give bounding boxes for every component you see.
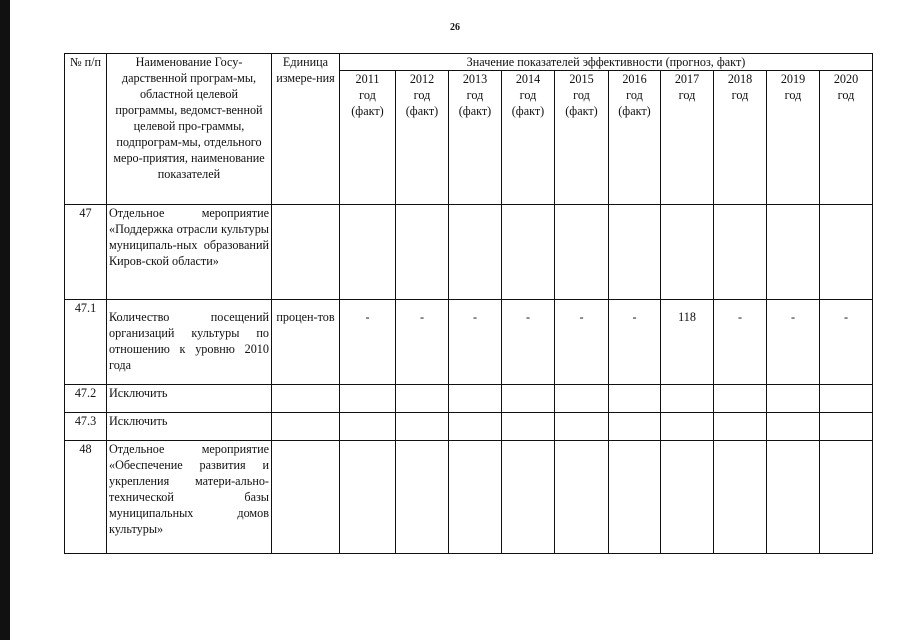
header-year-8 bbox=[767, 71, 820, 205]
row-value-2014 bbox=[502, 385, 555, 413]
header-year-6 bbox=[661, 71, 714, 205]
header-year-0 bbox=[340, 71, 396, 205]
header-year-note: год bbox=[731, 88, 749, 102]
row-value-2019: - bbox=[767, 300, 820, 385]
header-year-label: 2014 bbox=[515, 72, 541, 86]
header-year-note: год (факт) bbox=[458, 88, 492, 118]
header-row-1 bbox=[65, 54, 873, 71]
row-value-2012 bbox=[396, 413, 449, 441]
row-value-2017 bbox=[661, 441, 714, 554]
row-value-2017 bbox=[661, 413, 714, 441]
row-value-2016 bbox=[609, 385, 661, 413]
header-year-label: 2011 bbox=[355, 72, 380, 86]
row-value-2019 bbox=[767, 441, 820, 554]
row-unit bbox=[272, 441, 340, 554]
row-value-2011 bbox=[340, 413, 396, 441]
row-value-2014 bbox=[502, 205, 555, 300]
row-value-2020 bbox=[820, 205, 873, 300]
header-year-2 bbox=[449, 71, 502, 205]
row-number: 47.1 bbox=[65, 300, 107, 385]
row-unit bbox=[272, 385, 340, 413]
row-value-2017 bbox=[661, 385, 714, 413]
row-value-2012 bbox=[396, 205, 449, 300]
table-row bbox=[65, 300, 873, 385]
row-value-2011 bbox=[340, 205, 396, 300]
row-indicator-name: Количество посещений организаций культуры по отношению к уровню 2010 года bbox=[107, 300, 272, 385]
table-row bbox=[65, 441, 873, 554]
row-value-2015 bbox=[555, 205, 609, 300]
header-year-label: 2013 bbox=[462, 72, 488, 86]
row-value-2019 bbox=[767, 385, 820, 413]
row-number: 47 bbox=[65, 205, 107, 300]
row-value-2017: 118 bbox=[661, 300, 714, 385]
row-value-2019 bbox=[767, 205, 820, 300]
header-year-label: 2012 bbox=[409, 72, 435, 86]
row-value-2016 bbox=[609, 413, 661, 441]
row-value-2016 bbox=[609, 205, 661, 300]
table-body bbox=[65, 54, 873, 554]
indicators-table bbox=[64, 53, 873, 554]
header-values-title: Значение показателей эффективности (прогноз, факт) bbox=[340, 54, 873, 71]
header-year-5 bbox=[609, 71, 661, 205]
header-year-note: год (факт) bbox=[405, 88, 439, 118]
row-value-2020 bbox=[820, 441, 873, 554]
row-value-2020: - bbox=[820, 300, 873, 385]
table-row bbox=[65, 205, 873, 300]
header-year-note: год bbox=[837, 88, 855, 102]
row-value-2020 bbox=[820, 413, 873, 441]
header-year-7 bbox=[714, 71, 767, 205]
scan-edge-bar bbox=[0, 0, 10, 640]
row-value-2015 bbox=[555, 413, 609, 441]
row-value-2018: - bbox=[714, 300, 767, 385]
row-value-2013 bbox=[449, 205, 502, 300]
row-value-2015 bbox=[555, 441, 609, 554]
header-year-9 bbox=[820, 71, 873, 205]
row-value-2020 bbox=[820, 385, 873, 413]
table-row bbox=[65, 385, 873, 413]
header-year-note: год (факт) bbox=[618, 88, 651, 118]
header-year-note: год (факт) bbox=[565, 88, 598, 118]
row-value-2013 bbox=[449, 413, 502, 441]
header-year-label: 2016 bbox=[622, 72, 647, 86]
row-value-2014 bbox=[502, 441, 555, 554]
row-indicator-name: Отдельное мероприятие «Обеспечение развития и укрепления матери-ально-технической базы муниципальных домов культуры» bbox=[107, 441, 272, 554]
row-unit bbox=[272, 205, 340, 300]
header-year-4 bbox=[555, 71, 609, 205]
row-indicator-name: Исключить bbox=[107, 385, 272, 413]
row-value-2013 bbox=[449, 441, 502, 554]
header-year-note: год (факт) bbox=[511, 88, 545, 118]
row-value-2018 bbox=[714, 205, 767, 300]
row-number: 48 bbox=[65, 441, 107, 554]
table-row bbox=[65, 413, 873, 441]
row-value-2016: - bbox=[609, 300, 661, 385]
row-value-2016 bbox=[609, 441, 661, 554]
row-indicator-name: Исключить bbox=[107, 413, 272, 441]
row-value-2012 bbox=[396, 385, 449, 413]
header-year-label: 2019 bbox=[780, 72, 806, 86]
row-value-2018 bbox=[714, 441, 767, 554]
row-value-2014: - bbox=[502, 300, 555, 385]
row-value-2018 bbox=[714, 385, 767, 413]
header-year-note: год bbox=[784, 88, 802, 102]
header-year-label: 2017 bbox=[674, 72, 700, 86]
row-value-2011 bbox=[340, 441, 396, 554]
row-value-2019 bbox=[767, 413, 820, 441]
header-unit: Единица измере-ния bbox=[272, 54, 340, 205]
row-value-2017 bbox=[661, 205, 714, 300]
row-indicator-name: Отдельное мероприятие «Поддержка отрасли культуры муниципаль-ных образований Киров-ской области» bbox=[107, 205, 272, 300]
row-value-2018 bbox=[714, 413, 767, 441]
page-number: 26 bbox=[450, 22, 460, 33]
row-value-2015 bbox=[555, 385, 609, 413]
header-year-label: 2018 bbox=[727, 72, 753, 86]
row-number: 47.2 bbox=[65, 385, 107, 413]
row-unit bbox=[272, 413, 340, 441]
row-number: 47.3 bbox=[65, 413, 107, 441]
row-value-2013: - bbox=[449, 300, 502, 385]
header-year-label: 2015 bbox=[569, 72, 594, 86]
header-year-3 bbox=[502, 71, 555, 205]
header-name: Наименование Госу-дарственной програм-мы, областной целевой программы, ведомст-венной целевой про-граммы, подпрограм-мы, отдельного меро-приятия, наименование показателей bbox=[107, 54, 272, 205]
header-year-note: год (факт) bbox=[351, 88, 384, 118]
header-year-1 bbox=[396, 71, 449, 205]
header-num: № п/п bbox=[65, 54, 107, 205]
row-value-2011: - bbox=[340, 300, 396, 385]
row-value-2012: - bbox=[396, 300, 449, 385]
header-year-note: год bbox=[678, 88, 696, 102]
row-value-2011 bbox=[340, 385, 396, 413]
row-unit: процен-тов bbox=[272, 300, 340, 385]
row-value-2015: - bbox=[555, 300, 609, 385]
row-value-2014 bbox=[502, 413, 555, 441]
row-value-2012 bbox=[396, 441, 449, 554]
row-value-2013 bbox=[449, 385, 502, 413]
header-year-label: 2020 bbox=[833, 72, 859, 86]
